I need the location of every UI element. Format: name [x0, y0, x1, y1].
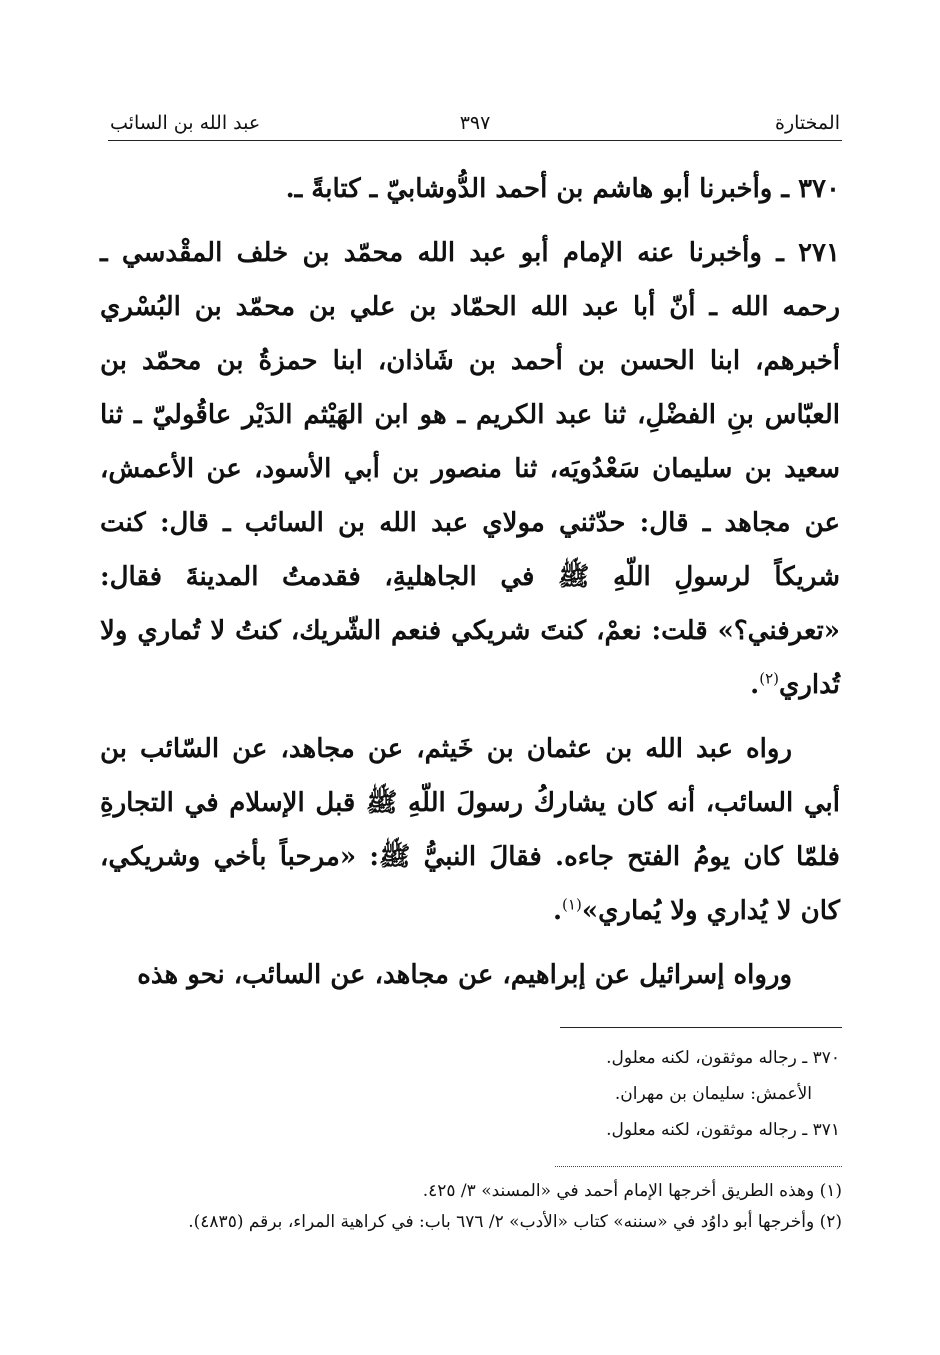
note-370-sub: الأعمش: سليمان بن مهران. — [614, 1084, 812, 1104]
riwaya-text: رواه عبد الله بن عثمان بن خَيثم، عن مجاهد، عن السّائب بن أبي السائب، أنه كان يشاركُ رسولَ اللّهِ ﷺ قبل الإسلام في التجارةِ فلمّا كان يومُ الفتح جاءه. فقالَ النبيُّ ﷺ: «مرحباً بأخي وشريكي، كان لا يُداري ولا يُماري» — [100, 734, 840, 926]
riwaya-end: . — [552, 896, 563, 926]
main-text — [100, 162, 840, 1012]
footnotes — [98, 1176, 842, 1238]
footnotes-divider — [555, 1166, 842, 1167]
footnote-ref-2[interactable]: (٢) — [759, 669, 779, 688]
book-title: المختارة — [775, 112, 840, 134]
page-number: ٣٩٧ — [459, 112, 491, 134]
israil-paragraph: ورواه إسرائيل عن إبراهيم، عن مجاهد، عن السائب، نحو هذه — [137, 960, 792, 990]
chapter-title: عبد الله بن السائب — [110, 112, 261, 134]
note-370: ٣٧٠ ـ رجاله موثقون، لكنه معلول. — [606, 1048, 840, 1068]
hadith-370: ٣٧٠ ـ وأخبرنا أبو هاشم بن أحمد الدُّوشابيّ ـ كتابةً ـ. — [285, 174, 840, 204]
hadith-371-text: ٢٧١ ـ وأخبرنا عنه الإمام أبو عبد الله محمّد بن خلف المقْدسي ـ رحمه الله ـ أنّ أبا عبد الله الحمّاد بن علي بن محمّد بن البُسْري أخبرهم، ابنا الحسن بن أحمد بن شَاذان، ابنا حمزةُ بن محمّد بن العبّاس بنِ الفضْلِ، ثنا عبد الكريم ـ هو ابن الهَيْثم الدَيْر عاقُوليّ ـ ثنا سعيد بن سليمان سَعْدُويَه، ثنا منصور بن أبي الأسود، عن الأعمش، عن مجاهد ـ قال: حدّثني مولاي عبد الله بن السائب ـ قال: كنت شريكاً لرسولِ اللّهِ ﷺ في الجاهليةِ، فقدمتُ المدينةَ فقال: «تعرفني؟» قلت: نعمْ، كنتَ شريكي فنعم الشّريك، كنتُ لا تُماري ولا تُداري — [100, 238, 840, 700]
hadith-371-end: . — [750, 670, 760, 700]
hadith-371 — [100, 226, 840, 712]
editor-notes — [300, 1040, 840, 1148]
note-371: ٣٧١ ـ رجاله موثقون، لكنه معلول. — [606, 1120, 840, 1140]
page-header — [108, 108, 842, 141]
footnote-ref-1[interactable]: (١) — [562, 895, 582, 914]
footnote-2: (٢) وأخرجها أبو داوُد في «سننه» كتاب «الأدب» ٢/ ٦٧٦ باب: في كراهية المراء، برقم (٤٨٣٥). — [188, 1212, 842, 1232]
riwaya-paragraph — [100, 722, 840, 938]
notes-divider — [560, 1027, 842, 1028]
footnote-1: (١) وهذه الطريق أخرجها الإمام أحمد في «المسند» ٣/ ٤٢٥. — [422, 1181, 842, 1201]
